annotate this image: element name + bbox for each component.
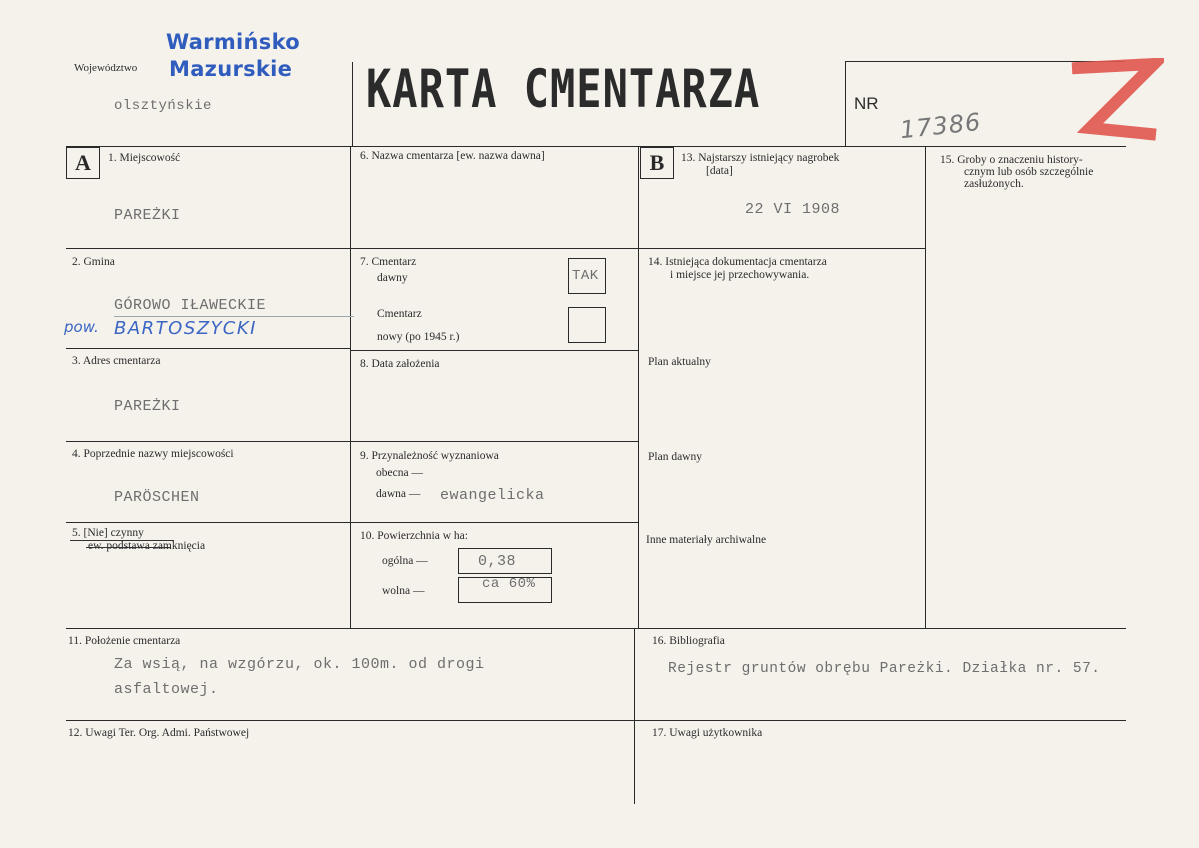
- field2-label: 2. Gmina: [72, 256, 115, 268]
- grid-line: [66, 628, 1126, 629]
- field4-label: 4. Poprzednie nazwy miejscowości: [72, 448, 234, 460]
- field14-label-line2: i miejsce jej przechowywania.: [670, 269, 810, 281]
- grid-line: [66, 522, 350, 523]
- section-b-box: B: [640, 147, 674, 179]
- field5-label-line1: 5. [Nie] czynny: [72, 527, 144, 539]
- field14-label-line1: 14. Istniejąca dokumentacja cmentarza: [648, 256, 827, 268]
- field7-new-checkbox: [568, 307, 606, 343]
- field1-value: PAREŻKI: [114, 207, 181, 224]
- field7-new-line1: Cmentarz: [377, 308, 422, 320]
- field3-label: 3. Adres cmentarza: [72, 355, 161, 367]
- field5-strike1: [70, 540, 174, 541]
- field10-free-label: wolna —: [382, 585, 425, 597]
- grid-col3-divider: [925, 146, 926, 628]
- field5-label-line2: ew. podstawa zamknięcia: [88, 540, 206, 552]
- grid-line: [638, 248, 925, 249]
- voivodeship-stamp-line1: Warmińsko: [166, 30, 301, 54]
- field17-label: 17. Uwagi użytkownika: [652, 727, 763, 739]
- field10-total-label: ogólna —: [382, 555, 428, 567]
- plan-current-label: Plan aktualny: [648, 356, 711, 368]
- grid-col1-divider: [350, 146, 351, 628]
- field3-value: PAREŻKI: [114, 398, 181, 415]
- plan-old-label: Plan dawny: [648, 451, 702, 463]
- grid-line: [66, 248, 350, 249]
- field4-value: PARÖSCHEN: [114, 489, 200, 506]
- field2-hand-prefix: pow.: [64, 318, 99, 336]
- field5-strike2: [86, 547, 170, 548]
- field7-new-line2: nowy (po 1945 r.): [377, 331, 460, 343]
- field12-label: 12. Uwagi Ter. Org. Admi. Państwowej: [68, 727, 250, 739]
- field15-label-line1: 15. Groby o znaczeniu history-: [940, 154, 1083, 166]
- nr-box-left: [845, 61, 846, 146]
- field7-label: 7. Cmentarz: [360, 256, 417, 268]
- field16-label: 16. Bibliografia: [652, 635, 725, 647]
- field11-label: 11. Położenie cmentarza: [68, 635, 181, 647]
- grid-line: [350, 248, 638, 249]
- nr-value: 17386: [898, 107, 983, 145]
- grid-col2-divider: [638, 146, 639, 628]
- field16-value: Rejestr gruntów obrębu Pareżki. Działka nr. 57.: [668, 661, 1101, 677]
- grid-line: [350, 441, 638, 442]
- section-a-box: A: [66, 147, 100, 179]
- field10-label: 10. Powierzchnia w ha:: [360, 530, 468, 542]
- field9-label: 9. Przynależność wyznaniowa: [360, 450, 499, 462]
- field10-total-value: 0,38: [478, 553, 517, 570]
- grid-line: [66, 348, 350, 349]
- grid-line: [350, 522, 638, 523]
- field8-label: 8. Data założenia: [360, 358, 440, 370]
- red-z-mark: [1068, 58, 1164, 148]
- field13-label-line2: [data]: [706, 165, 733, 177]
- nr-label: NR: [854, 94, 879, 113]
- field6-label: 6. Nazwa cmentarza [ew. nazwa dawna]: [360, 150, 545, 162]
- field13-label-line1: 13. Najstarszy istniejący nagrobek: [681, 152, 840, 164]
- field1-label: 1. Miejscowość: [108, 152, 181, 164]
- field7-old-value: TAK: [572, 268, 599, 284]
- field7-old-label: dawny: [377, 272, 408, 284]
- other-archives-label: Inne materiały archiwalne: [646, 534, 767, 546]
- field9-current: obecna —: [376, 467, 423, 479]
- field11-value-line2: asfaltowej.: [114, 681, 219, 698]
- voivodeship-stamp-line2: Mazurskie: [169, 57, 293, 81]
- header-divider: [352, 62, 353, 146]
- field2-hand-value: BARTOSZYCKI: [114, 318, 257, 339]
- grid-line: [66, 720, 1126, 721]
- grid-line: [66, 441, 350, 442]
- field13-value: 22 VI 1908: [745, 201, 841, 218]
- field15-label-line2: cznym lub osób szczególnie: [964, 166, 1094, 178]
- old-province-value: olsztyńskie: [114, 98, 212, 114]
- voivodeship-label: Województwo: [74, 62, 138, 74]
- field2-value: GÓROWO IŁAWECKIE: [114, 297, 267, 314]
- field9-former: dawna —: [376, 488, 421, 500]
- grid-line: [350, 350, 638, 351]
- field2-strike: [114, 316, 354, 317]
- field15-label-line3: zasłużonych.: [964, 178, 1024, 190]
- field11-value-line1: Za wsią, na wzgórzu, ok. 100m. od drogi: [114, 656, 485, 673]
- field9-former-value: ewangelicka: [440, 487, 545, 504]
- grid-bottom-divider: [634, 628, 635, 804]
- field10-free-value: ca 60%: [482, 576, 536, 592]
- card-title: KARTA CMENTARZA: [366, 58, 761, 120]
- grid-top-line: [66, 146, 1126, 147]
